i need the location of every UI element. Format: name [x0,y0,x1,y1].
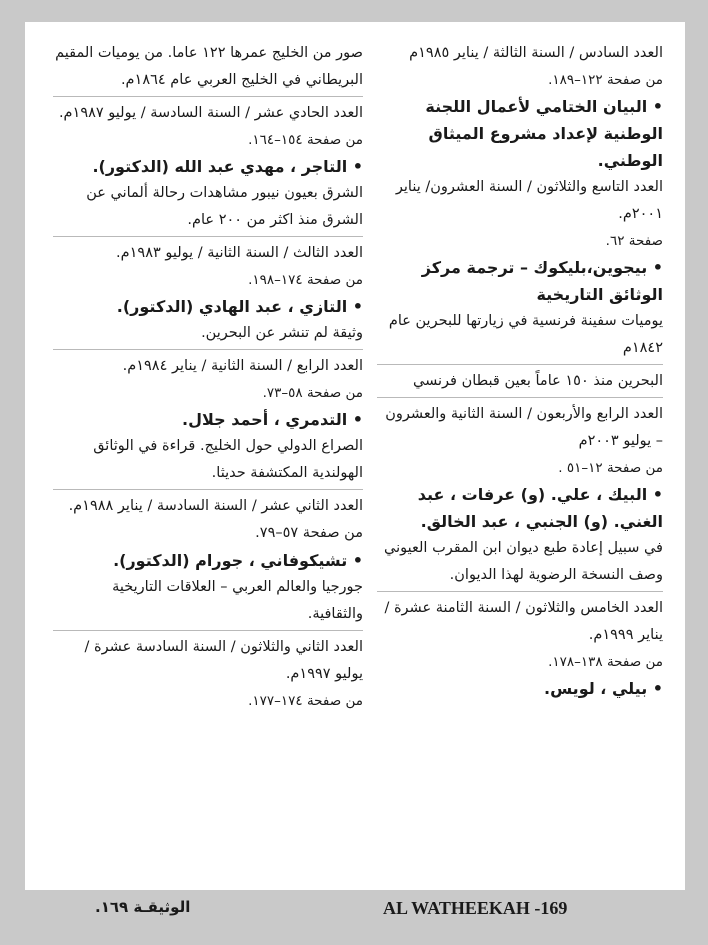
entry-heading: • التدمري ، أحمد جلال. [182,410,363,429]
entry-text: العدد الحادي عشر / السنة السادسة / يوليو ١٩٨٧م. [53,96,363,127]
entry-text: العدد الثاني عشر / السنة السادسة / يناير ١٩٨٨م. من صفحة ٥٧–٧٩. [53,489,363,547]
entry-text: العدد الخامس والثلاثون / السنة الثامنة عشرة / يناير ١٩٩٩م. [377,591,663,649]
entry-text: جورجيا والعالم العربي – العلاقات التاريخية والثقافية. [112,579,363,622]
entry-heading: • البيان الختامي لأعمال اللجنة الوطنية لإعداد مشروع الميثاق الوطني. [425,97,663,170]
page-range: من صفحة ١٧٤–١٧٧. [248,693,363,709]
entry-text: يوميات سفينة فرنسية في زيارتها للبحرين عام ١٨٤٢م [388,313,663,356]
page-range: من صفحة ١٣٨–١٧٨. [548,654,663,670]
entry-text: في سبيل إعادة طبع ديوان ابن المقرب العيوني وصف النسخة الرضوية لهذا الديوان. [384,540,663,583]
page-range: من صفحة ٥٨–٧٣. [262,385,363,401]
entry-heading: • البيك ، علي. (و) عرفات ، عبد الغني. (و) الجنبي ، عبد الخالق. [417,485,663,531]
page-range: من صفحة ١٧٤–١٩٨. [248,272,363,288]
page-range: من صفحة ١٢–٥١ . [558,460,663,476]
page-sheet [25,22,685,890]
entry-heading: • بيجوين،بليكوك – ترجمة مركز الوثائق التاريخية [421,258,663,304]
entry-heading: • بيلي ، لويس. [543,679,663,698]
entry-text: العدد التاسع والثلاثون / السنة العشرون/ يناير ٢٠٠١م. [395,179,663,222]
entry-text: العدد الرابع والأربعون / السنة الثانية والعشرون – يوليو ٢٠٠٣م [377,397,663,455]
footer-journal-page-number: AL WATHEEKAH -169 [383,898,568,918]
entry-text: العدد السادس / السنة الثالثة / يناير ١٩٨٥م [409,45,663,61]
left-column [53,40,363,714]
entry-heading: • تشيكوفاني ، جورام (الدكتور). [113,551,363,570]
page-range: من صفحة ١٢٢–١٨٩. [548,72,663,88]
entry-text: وثيقة لم تنشر عن البحرين. [201,325,363,341]
page-range: من صفحة ١٥٤–١٦٤. [248,132,363,148]
entry-text: صور من الخليج عمرها ١٢٢ عاما. من يوميات المقيم البريطاني في الخليج العربي عام ١٨٦٤م. [55,45,363,88]
entry-text: العدد الثاني والثلاثون / السنة السادسة عشرة / يوليو ١٩٩٧م. [53,630,363,688]
entry-text: الشرق بعيون نيبور مشاهدات رحالة ألماني عن الشرق منذ اكثر من ٢٠٠ عام. [86,185,363,228]
entry-text: العدد الرابع / السنة الثانية / يناير ١٩٨٤م. [53,349,363,380]
page-range: صفحة ٦٢. [605,233,663,249]
page-footer [0,898,708,928]
entry-text: الصراع الدولي حول الخليج. قراءة في الوثائق الهولندية المكتشفة حديثا. [93,438,363,481]
entry-text: البحرين منذ ١٥٠ عاماً بعين قبطان فرنسي [377,364,663,395]
footer-arabic-page-number: الوثيقـة ١٦٩. [95,898,191,916]
entry-text: العدد الثالث / السنة الثانية / يوليو ١٩٨٣م. [53,236,363,267]
right-column [377,40,663,702]
entry-heading: • التازي ، عبد الهادي (الدكتور). [116,297,363,316]
entry-heading: • التاجر ، مهدي عبد الله (الدكتور). [92,157,363,176]
